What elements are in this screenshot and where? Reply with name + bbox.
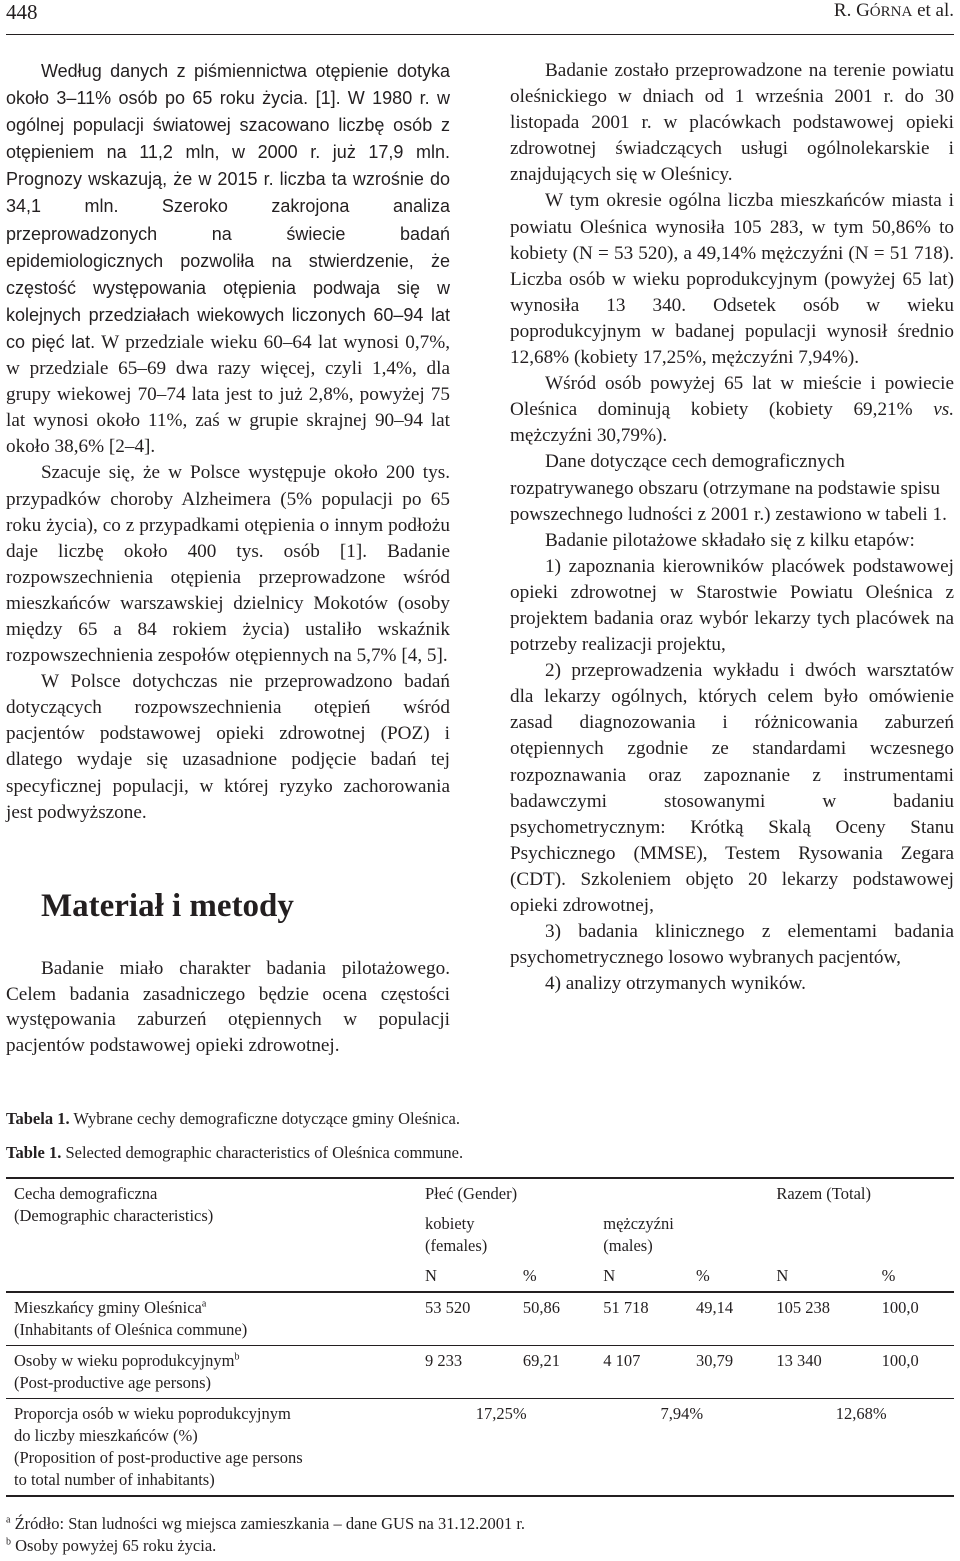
- study-paragraph-5: Badanie pilotażowe składało się z kilku etapów:: [545, 529, 915, 551]
- page-number: 448: [6, 0, 38, 24]
- running-author: R. GÓRNA et al.: [833, 0, 954, 21]
- table-row: Osoby w wieku poprodukcyjnym$^b$ (Post-productive age persons) 9 233 69,21 4 107 30,79 13 340 100,0: [6, 1346, 954, 1399]
- table-caption-en: Table 1. Selected demographic characteristics of Oleśnica commune.: [6, 1143, 464, 1162]
- header-males: mężczyźni (males): [603, 1214, 674, 1255]
- stage-2: 2) przeprowadzenia wykładu i dwóch warsztatów dla lekarzy ogólnych, których celem było omówienie zasad diagnozowania i różnicowania zaburzeń otępiennych zgodnie ze standardami wczesnego rozpoznawania oraz zapoznanie z instrumentami badawczymi stosowanymi w badaniu psychometrycznym: Krótką Skalą Oceny Stanu Psychicznego (MMSE), Testem Rysowania Zegara (CDT). Szkoleniem objęto 20 lekarzy podstawowej opieki zdrowotnej,: [510, 660, 954, 916]
- stage-1: 1) zapoznania kierowników placówek podstawowej opieki zdrowotnej w Starostwie Powiatu Oleśnica z projektem badania oraz wybór lekarzy tych placówek na potrzeby realizacji projektu,: [510, 555, 954, 656]
- right-column: [510, 58, 954, 997]
- table-caption-pl: Tabela 1. Wybrane cechy demograficzne dotyczące gminy Oleśnica.: [6, 1109, 460, 1128]
- header-rule: [6, 34, 954, 35]
- demographics-table: [6, 1177, 954, 1497]
- study-paragraph-3: Wśród osób powyżej 65 lat w mieście i powiecie Oleśnica dominują kobiety (kobiety 69,21% vs. mężczyźni 30,79%).: [510, 373, 954, 447]
- study-paragraph-4: Dane dotyczące cech demograficznych rozpatrywanego obszaru (otrzymane na podstawie spisu powszechnego ludności z 2001 r.) zestawiono w tabeli 1.: [510, 451, 947, 525]
- table-subheader-row: N % N % N %: [6, 1261, 954, 1292]
- intro-paragraph-1: Według danych z piśmiennictwa otępienie dotyka około 3–11% osób po 65 roku życia. [1]. W 1980 r. w ogólnej populacji światowej szacowano liczbę osób z otępieniem na 11,2 mln, w 2000 r. już 17,9 mln. Prognozy wskazują, że w 2015 r. liczba ta wzrośnie do 34,1 mln. Szeroko zakrojona analiza przeprowadzonych na świecie badań epidemiologicznych pozwoliła na stwierdzenie, że częstość występowania otępienia podwaja się w kolejnych przedziałach wiekowych liczonych 60–94 lat co pięć lat. W przedziale wieku 60–64 lat wynosi 0,7%, w przedziale 65–69 dwa razy więcej, czyli 1,4%, dla grupy wiekowej 70–74 lata jest to już 2,8%, powyżej 75 lat wynosi około 11%, zaś w grupie skrajnej 90–94 lat około 38,6% [2–4].: [6, 61, 451, 458]
- footnote-b: $^b$ Osoby powyżej 65 roku życia.: [6, 1536, 217, 1555]
- intro-paragraph-2: Szacuje się, że w Polsce występuje około 200 tys. przypadków choroby Alzheimera (5% populacji po 65 roku życia), co z przypadkami otępienia o innym podłożu daje liczbę około 400 tys. osób [1]. Badanie rozpowszechnienia otępienia przeprowadzone wśród mieszkańców warszawskiej dzielnicy Mokotów (osoby między 65 a 84 rokiem życia) ustaliło wskaźnik rozpowszechnienia zespołów otępiennych na 5,7% [4, 5].: [6, 462, 450, 667]
- running-header: [0, 0, 960, 30]
- stage-3: 3) badania klinicznego z elementami badania psychometrycznego losowo wybranych pacjentów,: [510, 921, 954, 969]
- table-row: Proporcja osób w wieku poprodukcyjnym do liczby mieszkańców (%) (Proposition of post-productive age persons to total number of inhabitants) 17,25% 7,94% 12,68%: [6, 1399, 954, 1497]
- left-column: [6, 58, 450, 826]
- header-females: kobiety (females): [425, 1214, 488, 1255]
- stage-4: 4) analizy otrzymanych wyników.: [545, 973, 806, 995]
- header-gender: Płeć (Gender): [425, 1184, 518, 1203]
- section-heading: Materiał i metody: [41, 888, 294, 924]
- study-paragraph-2: W tym okresie ogólna liczba mieszkańców miasta i powiatu Oleśnica wynosiła 105 283, w tym 50,86% to kobiety (N = 53 520), a 49,14% mężczyźni (N = 51 718). Liczba osób w wieku poprodukcyjnym (powyżej 65 lat) wynosiła 13 340. Odsetek osób w wieku poprodukcyjnym w badanej populacji wynosił średnio 12,68% (kobiety 17,25%, mężczyźni 7,94%).: [510, 190, 954, 369]
- header-feature: Cecha demograficzna (Demographic characteristics): [14, 1184, 214, 1225]
- header-total: Razem (Total): [776, 1184, 871, 1203]
- footnote-a: $^a$ Źródło: Stan ludności wg miejsca zamieszkania – dane GUS na 31.12.2001 r.: [6, 1514, 526, 1533]
- table-header-row: [6, 1178, 954, 1209]
- intro-paragraph-3: W Polsce dotychczas nie przeprowadzono badań dotyczących rozpowszechnienia otępień wśród pacjentów podstawowej opieki zdrowotnej (POZ) i dlatego wydaje się uzasadnione podjęcie badań tej specyficznej populacji, w której ryzyko zachorowania jest podwyższone.: [6, 671, 450, 823]
- study-paragraph-1: Badanie zostało przeprowadzone na terenie powiatu oleśnickiego w dniach od 1 września 2001 r. do 30 listopada 2001 r. w placówkach podstawowej opieki zdrowotnej świadczących usługi ogólnolekarskie i znajdujących się w Oleśnicy.: [510, 60, 954, 186]
- methods-paragraph: Badanie miało charakter badania pilotażowego. Celem badania zasadniczego będzie ocena częstości występowania zaburzeń otępiennych w populacji pacjentów podstawowej opieki zdrowotnej.: [6, 958, 450, 1056]
- table-row: Mieszkańcy gminy Oleśnica$^a$ (Inhabitants of Oleśnica commune) 53 520 50,86 51 718 49,14 105 238 100,0: [14, 1298, 919, 1339]
